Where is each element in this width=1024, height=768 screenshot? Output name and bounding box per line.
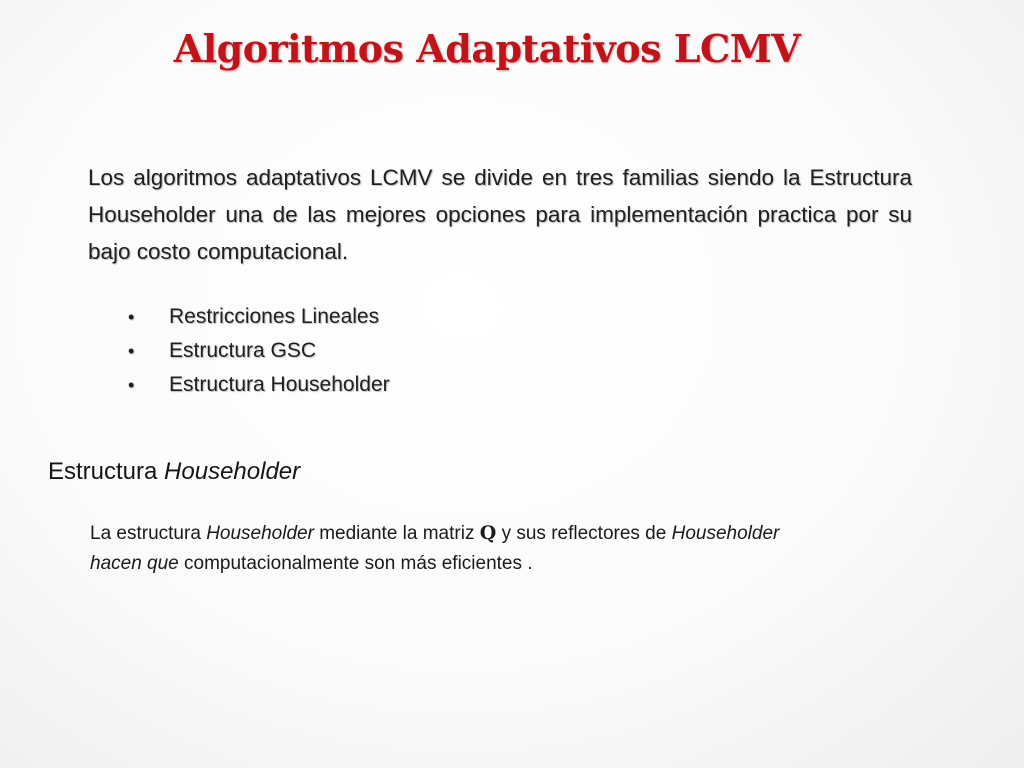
section-heading-italic: Householder [164,458,301,485]
body-text-italic: Householder [206,523,314,544]
list-item-label: Restricciones Lineales [169,305,380,328]
bullet-icon: • [128,341,135,361]
list-item [124,334,390,368]
list-item [124,300,390,334]
matrix-symbol: Q [479,522,497,544]
bullet-icon: • [128,307,135,327]
body-text-italic: Householder [671,523,780,544]
body-text-part: y sus reflectores de [501,523,667,544]
bullet-list [124,300,390,402]
list-item-label: Estructura GSC [169,339,317,362]
body-text-part: mediante la matriz [319,523,475,544]
slide-title: Algoritmos Adaptativos LCMV [173,26,801,71]
list-item [124,368,390,402]
bullet-icon: • [128,375,135,395]
body-text-part: La estructura [90,523,201,544]
list-item-label: Estructura Householder [169,373,390,396]
section-heading-plain: Estructura [48,458,158,485]
body-paragraph [90,518,970,579]
intro-paragraph: Los algoritmos adaptativos LCMV se divide en tres familias siendo la Estructura Householder una de las mejores opciones para implementación practica por su bajo costo computacional. [88,165,912,264]
body-text-part: computacionalmente son más eficientes . [184,553,533,574]
section-heading [48,455,300,489]
body-text-italic: hacen que [90,553,179,574]
